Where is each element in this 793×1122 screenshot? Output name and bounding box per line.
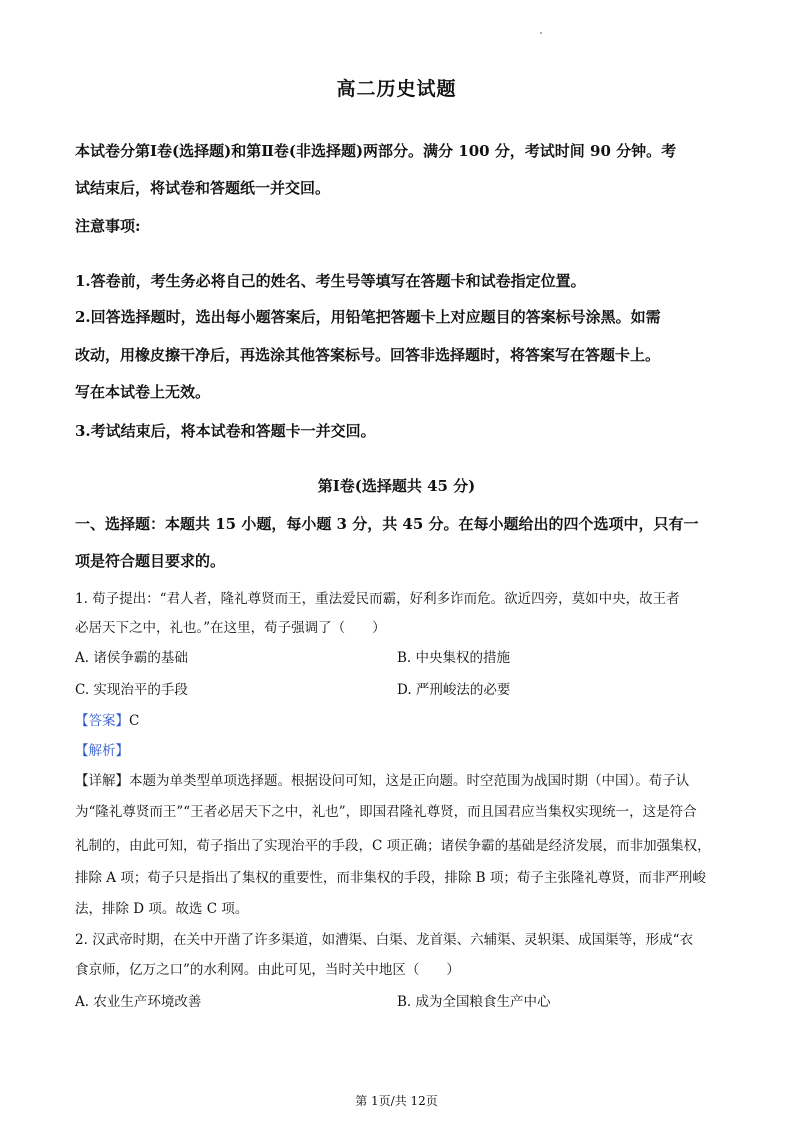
q1-option-d: D. 严刑峻法的必要 (397, 682, 511, 698)
q1-detail-2: 为“隆礼尊贤而王”“王者必居天下之中，礼也”，即国君隆礼尊贤，而且国君应当集权实现统一，这是符合 (75, 804, 697, 820)
q1-detail-5: 法，排除 D 项。故选 C 项。 (75, 901, 249, 917)
answer-value: C (129, 713, 140, 729)
note-item-2: 2.回答选择题时，选出每小题答案后，用铅笔把答题卡上对应题目的答案标号涂黑。如需 (75, 308, 661, 326)
q2-option-b: B. 成为全国粮食生产中心 (397, 994, 551, 1010)
q1-answer (75, 709, 139, 729)
note-item-3: 3.考试结束后，将本试卷和答题卡一并交回。 (75, 422, 376, 440)
scan-dot (540, 32, 542, 34)
section-title: 第Ⅰ卷(选择题共 45 分) (317, 477, 476, 495)
notes-heading: 注意事项: (75, 217, 141, 235)
note-item-2-cont2: 写在本试卷上无效。 (75, 383, 211, 401)
q1-detail-3: 礼制的，由此可知，荀子指出了实现治平的手段，C 项正确；诸侯争霸的基础是经济发展，而非加强集权， (75, 838, 711, 854)
q1-option-c: C. 实现治平的手段 (75, 682, 188, 698)
q2-stem-2: 食京师，亿万之口”的水利网。由此可见，当时关中地区（ ） (75, 962, 460, 978)
page-title: 高二历史试题 (336, 78, 457, 100)
q1-stem-2: 必居天下之中，礼也。”在这里，荀子强调了（ ） (75, 620, 386, 636)
page-footer: 第 1页/共 12页 (355, 1094, 438, 1108)
note-item-1: 1.答卷前，考生务必将自己的姓名、考生号等填写在答题卡和试卷指定位置。 (75, 272, 586, 290)
answer-tag: 【答案】 (75, 713, 129, 729)
analysis-tag: 【解析】 (75, 743, 129, 759)
detail-line-1: 本题为单类型单项选择题。根据设问可知，这是正向题。时空范围为战国时期（中国）。荀子认 (129, 773, 690, 789)
q1-option-a: A. 诸侯争霸的基础 (75, 650, 188, 666)
q1-detail-4: 排除 A 项；荀子只是指出了集权的重要性，而非集权的手段，排除 B 项；荀子主张隆礼尊贤，而非严刑峻 (75, 870, 706, 886)
intro-line-2: 试结束后，将试卷和答题纸一并交回。 (75, 179, 331, 197)
intro-line-1: 本试卷分第Ⅰ卷(选择题)和第Ⅱ卷(非选择题)两部分。满分 100 分，考试时间 90 分钟。考 (75, 142, 677, 160)
q1-stem-1: 1. 荀子提出：“君人者，隆礼尊贤而王，重法爱民而霸，好利多诈而危。欲近四旁，莫如中央，故王者 (75, 591, 680, 607)
q2-stem-1: 2. 汉武帝时期，在关中开凿了许多渠道，如漕渠、白渠、龙首渠、六辅渠、灵轵渠、成国渠等，形成“衣 (75, 932, 694, 948)
note-item-2-cont: 改动，用橡皮擦干净后，再选涂其他答案标号。回答非选择题时，将答案写在答题卡上。 (75, 346, 661, 364)
detail-tag: 【详解】 (75, 773, 129, 789)
q2-option-a: A. 农业生产环境改善 (75, 994, 202, 1010)
section-desc-1: 一、选择题：本题共 15 小题，每小题 3 分，共 45 分。在每小题给出的四个选项中，只有一 (75, 515, 699, 533)
section-desc-2: 项是符合题目要求的。 (75, 552, 226, 570)
q1-option-b: B. 中央集权的措施 (397, 650, 511, 666)
q1-detail-1 (75, 769, 689, 789)
